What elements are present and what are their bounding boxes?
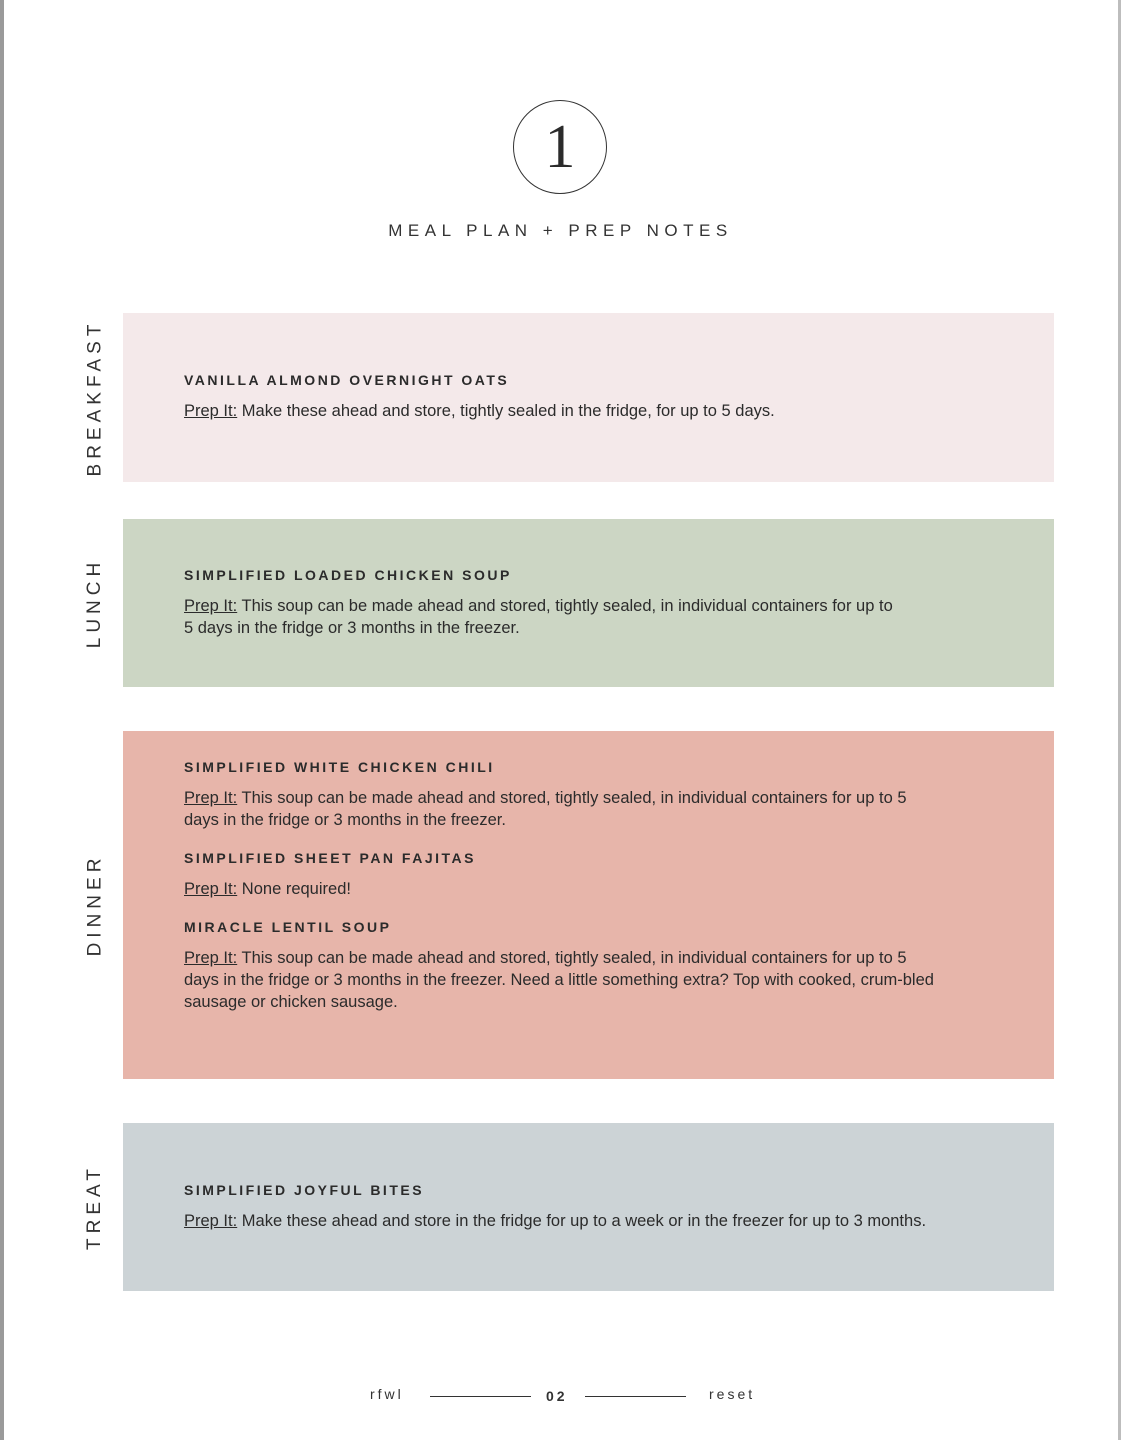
- breakfast-card: [123, 313, 1054, 482]
- section-label-lunch-text: LUNCH: [84, 557, 106, 649]
- prep-label: Prep It:: [184, 402, 238, 420]
- prep-note: [184, 595, 904, 639]
- prep-text: This soup can be made ahead and stored, tightly sealed, in individual containers for up to 5 days in the fridge or 3 months in the freezer. Need a little something extra? Top with cooked, crum-bled sausage or chicken sausage.: [184, 949, 934, 1011]
- meal-title: SIMPLIFIED JOYFUL BITES: [184, 1182, 425, 1198]
- page-edge-left: [0, 0, 4, 1440]
- meal-title: VANILLA ALMOND OVERNIGHT OATS: [184, 372, 510, 388]
- prep-label: Prep It:: [184, 1212, 238, 1230]
- prep-text: Make these ahead and store, tightly sealed in the fridge, for up to 5 days.: [241, 402, 775, 420]
- section-label-lunch: [78, 519, 112, 687]
- section-label-treat-text: TREAT: [84, 1164, 105, 1250]
- prep-label: Prep It:: [184, 789, 238, 807]
- footer-divider-left: [430, 1396, 531, 1397]
- page-number: 02: [546, 1388, 568, 1404]
- lunch-card: [123, 519, 1054, 687]
- meal-item: [184, 919, 1054, 1013]
- dinner-card: [123, 731, 1054, 1079]
- prep-note: [184, 1210, 1004, 1232]
- meal-title: SIMPLIFIED SHEET PAN FAJITAS: [184, 850, 476, 866]
- prep-text: None required!: [241, 880, 351, 898]
- prep-label: Prep It:: [184, 880, 238, 898]
- treat-card: [123, 1123, 1054, 1291]
- meal-item: [184, 567, 1054, 639]
- meal-title: MIRACLE LENTIL SOUP: [184, 919, 392, 935]
- page-title: MEAL PLAN + PREP NOTES: [388, 221, 733, 240]
- footer-brand-left: rfwl: [370, 1386, 404, 1402]
- section-label-dinner: [78, 731, 112, 1079]
- prep-text: This soup can be made ahead and stored, tightly sealed, in individual containers for up to 5 days in the fridge or 3 months in the freezer.: [184, 789, 907, 829]
- footer-divider-right: [585, 1396, 686, 1397]
- section-label-breakfast: [78, 313, 112, 482]
- footer-brand-right: reset: [709, 1386, 756, 1402]
- meal-item: [184, 759, 1054, 831]
- meal-item: [184, 1182, 1054, 1232]
- prep-text: This soup can be made ahead and stored, tightly sealed, in individual containers for up to 5 days in the fridge or 3 months in the freezer.: [184, 597, 893, 637]
- page-footer: [0, 1386, 1121, 1408]
- section-label-treat: [78, 1123, 112, 1291]
- day-number-badge: 1: [513, 100, 607, 194]
- prep-note: [184, 878, 964, 900]
- meal-title: SIMPLIFIED WHITE CHICKEN CHILI: [184, 759, 495, 775]
- prep-note: [184, 947, 944, 1013]
- prep-note: [184, 400, 964, 422]
- prep-note: [184, 787, 944, 831]
- section-label-dinner-text: DINNER: [84, 853, 105, 957]
- meal-title: SIMPLIFIED LOADED CHICKEN SOUP: [184, 567, 512, 583]
- section-label-breakfast-text: BREAKFAST: [84, 319, 106, 476]
- prep-label: Prep It:: [184, 949, 238, 967]
- prep-label: Prep It:: [184, 597, 238, 615]
- meal-item: [184, 850, 1054, 900]
- prep-text: Make these ahead and store in the fridge for up to a week or in the freezer for up to 3 months.: [241, 1212, 927, 1230]
- meal-item: [184, 372, 1054, 422]
